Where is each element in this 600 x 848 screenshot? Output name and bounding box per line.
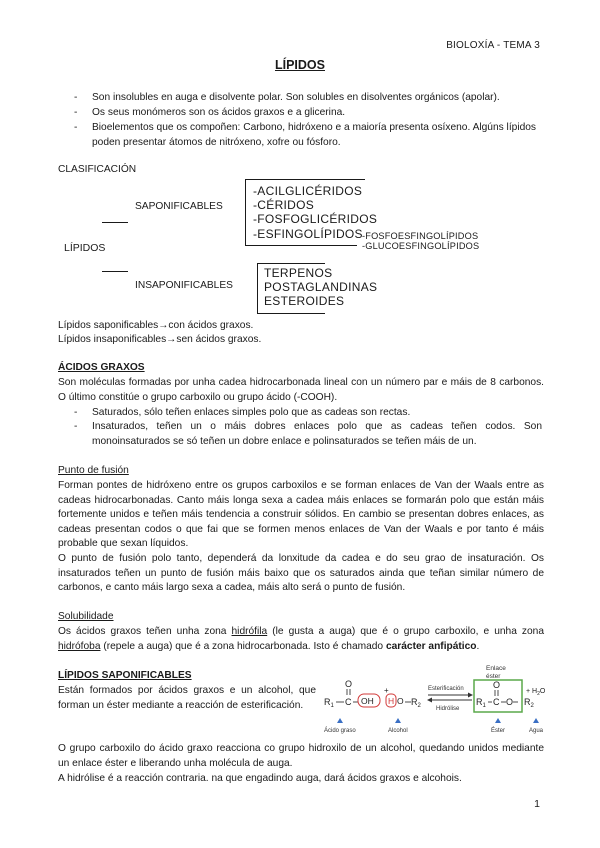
acidos-intro: Son moléculas formadas por unha cadea hidrocarbonada lineal con un número par e máis de 8 carbonos. O último constitúe o grupo carboxilo ou grupo ácido (-COOH). [58,377,544,403]
page-title: LÍPIDOS [274,58,325,72]
term-anfipatico: carácter anfipático [385,640,477,652]
insapon-item-esteroides: ESTEROIDES [264,294,345,308]
label-enlace: Enlace [486,665,506,672]
fusion-paragraph-2: O punto de fusión polo tanto, dependerá da lonxitude da cadea e do seu grao de insaturación. Os insaturados teñen un punto de fusión máis baixo que os saturados ainda que teñan similar número de carbonos, e canto máis largo sexa a cadea, máis alto será o punto de fusión. [58,553,544,594]
hydroxyl-group: OH [361,696,374,706]
water-product: + $H_2O$ [526,688,546,697]
oxygen-alcohol: O [397,696,404,706]
label-ester: Éster [491,728,506,734]
term-hidrofila: hidrófila [231,626,268,637]
insapon-item-postaglandinas: POSTAGLANDINAS [264,280,378,294]
label-acid: Ácido graso [324,728,356,734]
r1-group-ester: $R_1$ [476,697,486,709]
insaponificables-label: INSAPONIFICABLES [135,280,233,291]
bracket-saponificables-top [245,179,365,180]
esterification-diagram [322,660,550,740]
branch-line-lower [102,271,128,272]
oxygen-ester-top: O [493,680,501,690]
list-item: - Son insolubles en auga e disolvente polar. Son solubles en disolventes orgánicos (apolar). [74,92,500,103]
marker-ester-icon [495,718,501,723]
r2-group-left: $R_2$ [411,697,421,709]
saponificables-heading: LÍPIDOS SAPONIFICABLES [58,670,192,681]
intro-list [74,90,554,150]
bracket-saponificables-bottom [245,245,357,246]
sub-item-fosfoesfingolipidos: -FOSFOESFINGOLÍPIDOS [362,231,479,241]
oxygen-left: O [345,679,353,689]
plus-sign: + [384,686,389,695]
sapon-item-fosfogliceridos: -FOSFOGLICÉRIDOS [253,212,378,226]
list-item: - Insaturados, teñen un o máis dobres enlaces polo que as cadeas teñen codos. Son monoinsaturados se só teñen un dobre enlace e polinsaturados se teñen máis de un. [74,421,542,447]
r1-group: $R_1$ [324,697,334,709]
note-saponificables: Lípidos saponificables→con ácidos graxos. [58,320,254,331]
marker-alcohol-icon [395,718,401,723]
note-insaponificables: Lípidos insaponificables→sen ácidos graxos. [58,334,262,345]
label-alcohol: Alcohol [388,728,408,734]
sub-item-glucoesfingolipidos: -GLUCOESFINGOLÍPIDOS [362,241,480,251]
fusion-heading: Punto de fusión [58,465,129,476]
marker-agua-icon [533,718,539,723]
insapon-item-terpenos: TERPENOS [264,266,333,280]
oxygen-ester: O [506,697,514,707]
solubilidade-heading: Solubilidade [58,611,114,622]
list-item: - Os seus monómeros son os ácidos graxos e a glicerina. [74,107,346,118]
list-item: - Saturados, sólo teñen enlaces simples polo que as cadeas son rectas. [74,407,411,418]
marker-acid-icon [337,718,343,723]
fusion-paragraph-1: Forman pontes de hidróxeno entre os grupos carboxilos e se forman enlaces de Van der Waals entre as cadeas hidrocarbonadas. Canto máis longa sexa a cadea máis enlaces se formarán polo que están máis fortemente unidos e teñen máis tendencia a construir sólidos. En cambio se presentan dobres enlaces, as cadeas presentan codos o que fai que se formen menos enlaces de Van der Waals e por tanto é máis probable que sexan líquidos. [58,480,544,550]
page-number: 1 [534,798,540,810]
label-ester-top: éster [486,673,501,680]
hydrogen-atom: H [388,696,395,706]
bracket-saponificables [245,179,246,245]
list-item: - Bioelementos que os compoñen: Carbono, hidróxeno e a maioría presenta osíxeno. Algúns lípidos poden presentar átomos de nitróxeno, xofre ou fósforo. [74,122,537,148]
saponificables-paragraph-1: Están formados por ácidos graxos e un alcohol, que forman un éster mediante a reacción de esterificación. [58,685,316,711]
saponificables-label: SAPONIFICABLES [135,201,223,212]
arrow-backward-head [427,698,432,703]
label-esterificacion: Esterificación [428,686,464,692]
bracket-insaponificables-top [257,263,325,264]
carbon-ester: C [493,697,500,707]
acidos-types-list [74,405,542,449]
solubilidade-paragraph: Os ácidos graxos teñen unha zona hidrófila (le gusta a auga) que é o grupo carboxilo, e unha zona hidrófoba (repele a auga) que é a zona hidrocarbonada. Isto é chamado carácter anfipático. [58,626,544,652]
sapon-item-ceridos: -CÉRIDOS [253,198,315,212]
sapon-item-esfingolipidos: -ESFINGOLÍPIDOS [253,227,363,241]
carbon-left: C [345,697,352,707]
term-hidrofoba: hidrófoba [58,640,101,652]
bracket-insaponificables [257,263,258,313]
r2-group-ester: $R_2$ [524,697,534,709]
lipidos-root-label: LÍPIDOS [64,242,106,254]
sapon-item-acilgliceridos: -ACILGLICÉRIDOS [253,184,363,198]
saponificables-paragraph-3: A hidrólise é a reacción contraria. na que engadindo auga, dará ácidos graxos e alcohois. [58,773,462,784]
saponificables-paragraph-2: O grupo carboxilo do ácido graxo reacciona co grupo hidroxilo de un alcohol, quedando unidos mediante un enlace éster e liberando unha molécula de auga. [58,743,544,769]
header-subject: BIOLOXÍA - TEMA 3 [446,40,540,51]
bracket-insaponificables-bottom [257,313,325,314]
label-hidrolise: Hidrólise [436,706,460,712]
classification-heading: CLASIFICACIÓN [58,164,137,175]
label-agua: Agua [529,728,544,734]
branch-line-upper [102,222,128,223]
arrow-forward-head [468,693,473,698]
acidos-heading: ÁCIDOS GRAXOS [58,362,145,373]
